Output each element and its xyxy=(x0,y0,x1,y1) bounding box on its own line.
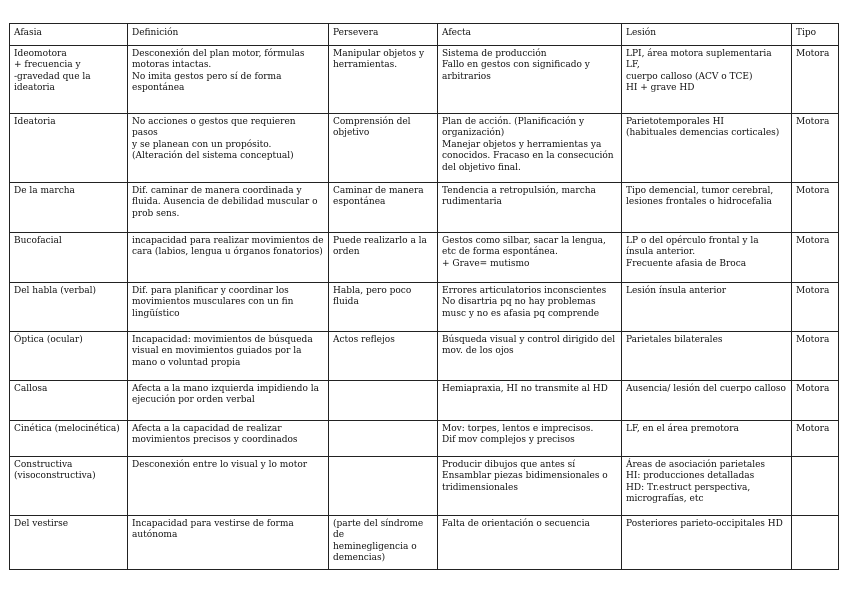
cell-persevera: Comprensión del objetivo xyxy=(329,114,438,183)
cell-lesion: LF, en el área premotora xyxy=(622,421,792,457)
cell-tipo: Motora xyxy=(792,421,839,457)
table-row xyxy=(10,233,839,283)
cell-persevera xyxy=(329,457,438,516)
cell-lesion: Parietales bilaterales xyxy=(622,332,792,381)
cell-definicion: No acciones o gestos que requieren pasos y se planean con un propósito. (Alteración del sistema conceptual) xyxy=(128,114,329,183)
cell-afecta: Hemiapraxia, HI no transmite al HD xyxy=(438,381,622,421)
table-row xyxy=(10,46,839,114)
cell-tipo: Motora xyxy=(792,233,839,283)
cell-lesion: LPI, área motora suplementaria LF, cuerpo calloso (ACV o TCE) HI + grave HD xyxy=(622,46,792,114)
cell-lesion: Ausencia/ lesión del cuerpo calloso xyxy=(622,381,792,421)
cell-afasia: Ideatoria xyxy=(10,114,128,183)
header-afecta: Afecta xyxy=(438,24,622,46)
cell-definicion: incapacidad para realizar movimientos de cara (labios, lengua u órganos fonatorios) xyxy=(128,233,329,283)
header-persevera: Persevera xyxy=(329,24,438,46)
table-row xyxy=(10,114,839,183)
cell-afecta: Mov: torpes, lentos e imprecisos. Dif mov complejos y precisos xyxy=(438,421,622,457)
cell-afecta: Búsqueda visual y control dirigido del mov. de los ojos xyxy=(438,332,622,381)
table-row xyxy=(10,381,839,421)
cell-afecta: Falta de orientación o secuencia xyxy=(438,516,622,570)
header-afasia: Afasia xyxy=(10,24,128,46)
cell-lesion: LP o del opérculo frontal y la ínsula anterior. Frecuente afasia de Broca xyxy=(622,233,792,283)
header-row xyxy=(10,24,839,46)
cell-tipo xyxy=(792,516,839,570)
cell-afasia: Óptica (ocular) xyxy=(10,332,128,381)
cell-tipo: Motora xyxy=(792,283,839,332)
cell-afasia: Cinética (melocinética) xyxy=(10,421,128,457)
cell-definicion: Incapacidad para vestirse de forma autónoma xyxy=(128,516,329,570)
table-row xyxy=(10,332,839,381)
table-row xyxy=(10,183,839,233)
cell-afasia: Del vestirse xyxy=(10,516,128,570)
cell-definicion: Dif. para planificar y coordinar los movimientos musculares con un fin lingüístico xyxy=(128,283,329,332)
cell-definicion: Desconexión entre lo visual y lo motor xyxy=(128,457,329,516)
cell-afecta: Gestos como silbar, sacar la lengua, etc de forma espontánea. + Grave= mutismo xyxy=(438,233,622,283)
cell-persevera: Caminar de manera espontánea xyxy=(329,183,438,233)
cell-afecta: Producir dibujos que antes sí Ensamblar piezas bidimensionales o tridimensionales xyxy=(438,457,622,516)
cell-afasia: Ideomotora + frecuencia y -gravedad que la ideatoria xyxy=(10,46,128,114)
cell-afecta: Errores articulatorios inconscientes No disartria pq no hay problemas musc y no es afasia pq comprende xyxy=(438,283,622,332)
cell-tipo: Motora xyxy=(792,381,839,421)
cell-tipo: Motora xyxy=(792,183,839,233)
header-tipo: Tipo xyxy=(792,24,839,46)
cell-tipo: Motora xyxy=(792,114,839,183)
cell-afasia: De la marcha xyxy=(10,183,128,233)
cell-tipo: Motora xyxy=(792,332,839,381)
cell-persevera: Habla, pero poco fluida xyxy=(329,283,438,332)
table-row xyxy=(10,457,839,516)
cell-lesion: Parietotemporales HI (habituales demencias corticales) xyxy=(622,114,792,183)
table-row xyxy=(10,516,839,570)
header-lesion: Lesión xyxy=(622,24,792,46)
cell-persevera: Puede realizarlo a la orden xyxy=(329,233,438,283)
cell-definicion: Afecta a la mano izquierda impidiendo la ejecución por orden verbal xyxy=(128,381,329,421)
cell-lesion: Lesión ínsula anterior xyxy=(622,283,792,332)
cell-definicion: Afecta a la capacidad de realizar movimientos precisos y coordinados xyxy=(128,421,329,457)
cell-lesion: Posteriores parieto-occipitales HD xyxy=(622,516,792,570)
apraxia-table xyxy=(9,23,839,570)
cell-afecta: Tendencia a retropulsión, marcha rudimentaria xyxy=(438,183,622,233)
cell-lesion: Áreas de asociación parietales HI: producciones detalladas HD: Tr.estruct perspectiva, micrografías, etc xyxy=(622,457,792,516)
cell-afasia: Constructiva (visoconstructiva) xyxy=(10,457,128,516)
cell-definicion: Dif. caminar de manera coordinada y fluida. Ausencia de debilidad muscular o prob sens. xyxy=(128,183,329,233)
table-row xyxy=(10,421,839,457)
cell-afecta: Sistema de producción Fallo en gestos con significado y arbitrarios xyxy=(438,46,622,114)
cell-persevera: Manipular objetos y herramientas. xyxy=(329,46,438,114)
cell-persevera: (parte del síndrome de heminegligencia o demencias) xyxy=(329,516,438,570)
cell-definicion: Desconexión del plan motor, fórmulas motoras intactas. No imita gestos pero sí de forma espontánea xyxy=(128,46,329,114)
table-row xyxy=(10,283,839,332)
cell-afecta: Plan de acción. (Planificación y organización) Manejar objetos y herramientas ya conocidos. Fracaso en la consecución del objetivo final. xyxy=(438,114,622,183)
cell-afasia: Callosa xyxy=(10,381,128,421)
cell-persevera xyxy=(329,421,438,457)
cell-tipo: Motora xyxy=(792,46,839,114)
cell-lesion: Tipo demencial, tumor cerebral, lesiones frontales o hidrocefalia xyxy=(622,183,792,233)
cell-afasia: Bucofacial xyxy=(10,233,128,283)
cell-definicion: Incapacidad: movimientos de búsqueda visual en movimientos guiados por la mano o voluntad propia xyxy=(128,332,329,381)
header-definicion: Definición xyxy=(128,24,329,46)
cell-tipo xyxy=(792,457,839,516)
cell-afasia: Del habla (verbal) xyxy=(10,283,128,332)
cell-persevera: Actos reflejos xyxy=(329,332,438,381)
cell-persevera xyxy=(329,381,438,421)
